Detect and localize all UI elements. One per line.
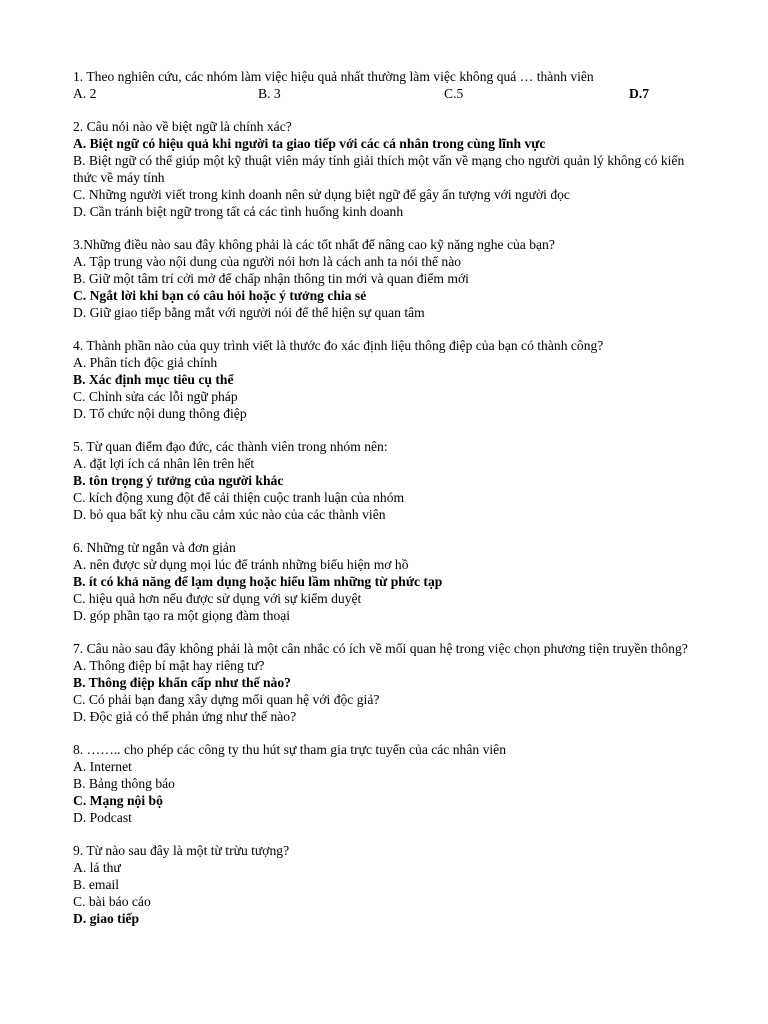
question-9: [73, 842, 703, 927]
option-b: B. 3: [258, 86, 281, 101]
question-text: 1. Theo nghiên cứu, các nhóm làm việc hiệu quả nhất thường làm việc không quá … thành viên: [73, 69, 594, 84]
option-d: D. Giữ giao tiếp bằng mắt với người nói để thể hiện sự quan tâm: [73, 305, 425, 320]
question-text: 5. Từ quan điểm đạo đức, các thành viên trong nhóm nên:: [73, 439, 388, 454]
option-c: C. hiệu quả hơn nếu được sử dụng với sự kiểm duyệt: [73, 591, 362, 606]
option-b: B. Biệt ngữ có thể giúp một kỹ thuật viên máy tính giải thích một vấn về mạng cho người quản lý không có kiến thức về máy tính: [73, 153, 685, 185]
inline-options: [73, 85, 703, 102]
option-a: A. 2: [73, 86, 97, 101]
option-b: B. Bảng thông báo: [73, 776, 175, 791]
option-b-correct: B. Xác định mục tiêu cụ thể: [73, 372, 234, 387]
question-text: 3.Những điều nào sau đây không phải là các tốt nhất để nâng cao kỹ năng nghe của bạn?: [73, 237, 555, 252]
question-7: [73, 640, 703, 725]
option-d-correct: D.7: [629, 86, 650, 101]
option-a: A. Phân tích độc giả chính: [73, 355, 218, 370]
option-b-correct: B. Thông điệp khẩn cấp như thế nào?: [73, 675, 291, 690]
question-text: 8. …….. cho phép các công ty thu hút sự tham gia trực tuyến của các nhân viên: [73, 742, 506, 757]
option-a: A. Tập trung vào nội dung của người nói hơn là cách anh ta nói thế nào: [73, 254, 462, 269]
option-a: A. Internet: [73, 759, 132, 774]
option-c: C.5: [444, 86, 464, 101]
option-d-correct: D. giao tiếp: [73, 911, 140, 926]
option-c: C. kích động xung đột để cải thiện cuộc tranh luận của nhóm: [73, 490, 405, 505]
question-text: 4. Thành phần nào của quy trình viết là thước đo xác định liệu thông điệp của bạn có thành công?: [73, 338, 604, 353]
option-c: C. bài báo cáo: [73, 894, 151, 909]
question-5: [73, 438, 703, 523]
option-c-correct: C. Mạng nội bộ: [73, 793, 163, 808]
option-b-correct: B. ít có khả năng để lạm dụng hoặc hiểu lầm những từ phức tạp: [73, 574, 443, 589]
option-c-correct: C. Ngắt lời khi bạn có câu hỏi hoặc ý tưởng chia sẻ: [73, 288, 367, 303]
option-b: B. email: [73, 877, 120, 892]
option-a: A. đặt lợi ích cá nhân lên trên hết: [73, 456, 255, 471]
option-a: A. nên được sử dụng mọi lúc để tránh những biểu hiện mơ hồ: [73, 557, 409, 572]
question-6: [73, 539, 703, 624]
question-text: 9. Từ nào sau đây là một từ trừu tượng?: [73, 843, 290, 858]
question-8: [73, 741, 703, 826]
option-d: D. góp phần tạo ra một giọng đàm thoại: [73, 608, 291, 623]
option-b-correct: B. tôn trọng ý tưởng của người khác: [73, 473, 284, 488]
option-d: D. Độc giả có thể phản ứng như thế nào?: [73, 709, 297, 724]
option-c: C. Những người viết trong kinh doanh nên sử dụng biệt ngữ để gây ấn tượng với người đọc: [73, 187, 570, 202]
option-d: D. bỏ qua bất kỳ nhu cầu cảm xúc nào của các thành viên: [73, 507, 386, 522]
question-4: [73, 337, 703, 422]
option-c: C. Chỉnh sửa các lỗi ngữ pháp: [73, 389, 238, 404]
option-d: D. Cần tránh biệt ngữ trong tất cả các tình huống kinh doanh: [73, 204, 404, 219]
option-c: C. Có phải bạn đang xây dựng mối quan hệ với độc giả?: [73, 692, 380, 707]
option-d: D. Tổ chức nội dung thông điệp: [73, 406, 247, 421]
question-2: [73, 118, 703, 220]
question-text: 7. Câu nào sau đây không phải là một cân nhắc có ích về mối quan hệ trong việc chọn phương tiện truyền thông?: [73, 641, 688, 656]
option-a: A. lá thư: [73, 860, 121, 875]
option-d: D. Podcast: [73, 810, 132, 825]
question-text: 2. Câu nói nào về biệt ngữ là chính xác?: [73, 119, 292, 134]
option-a-correct: A. Biệt ngữ có hiệu quả khi người ta giao tiếp với các cá nhân trong cùng lĩnh vực: [73, 136, 546, 151]
question-1: [73, 68, 703, 102]
question-3: [73, 236, 703, 321]
option-b: B. Giữ một tâm trí cởi mở để chấp nhận thông tin mới và quan điểm mới: [73, 271, 469, 286]
quiz-document: [73, 68, 703, 943]
option-a: A. Thông điệp bí mật hay riêng tư?: [73, 658, 265, 673]
question-text: 6. Những từ ngắn và đơn giản: [73, 540, 236, 555]
